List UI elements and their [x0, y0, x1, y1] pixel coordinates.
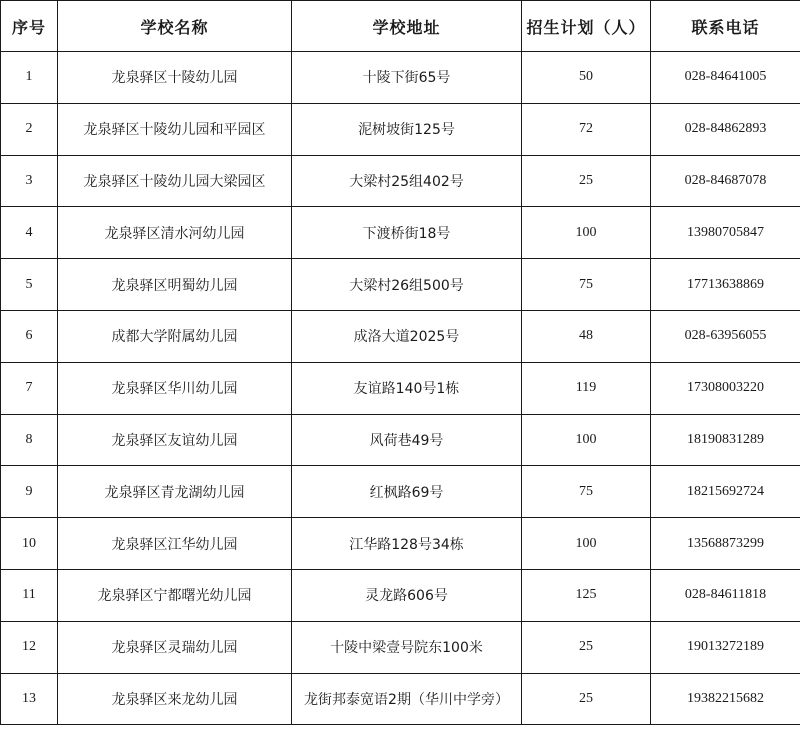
table-row: [1, 103, 800, 155]
cell-enrollment-plan: 25: [522, 673, 651, 725]
header-school-name: 学校名称: [58, 1, 292, 52]
cell-school-name: 龙泉驿区华川幼儿园: [58, 362, 292, 414]
cell-school-name: 龙泉驿区江华幼儿园: [58, 518, 292, 570]
table-row: [1, 518, 800, 570]
cell-serial-number: 5: [1, 259, 58, 311]
cell-serial-number: 4: [1, 207, 58, 259]
cell-contact-phone: 13980705847: [651, 207, 800, 259]
table-row: [1, 569, 800, 621]
table-row: [1, 362, 800, 414]
cell-enrollment-plan: 25: [522, 621, 651, 673]
cell-school-name: 龙泉驿区十陵幼儿园和平园区: [58, 103, 292, 155]
cell-school-address: 大梁村26组500号: [292, 259, 522, 311]
cell-serial-number: 7: [1, 362, 58, 414]
cell-school-address: 成洛大道2025号: [292, 310, 522, 362]
cell-serial-number: 1: [1, 52, 58, 104]
table-row: [1, 259, 800, 311]
cell-serial-number: 6: [1, 310, 58, 362]
cell-enrollment-plan: 75: [522, 259, 651, 311]
header-enrollment-plan: 招生计划（人）: [522, 1, 651, 52]
cell-school-name: 龙泉驿区友谊幼儿园: [58, 414, 292, 466]
cell-school-address: 友谊路140号1栋: [292, 362, 522, 414]
cell-contact-phone: 028-84641005: [651, 52, 800, 104]
cell-school-name: 龙泉驿区来龙幼儿园: [58, 673, 292, 725]
cell-serial-number: 11: [1, 569, 58, 621]
cell-school-address: 龙街邦泰宽语2期（华川中学旁）: [292, 673, 522, 725]
table-row: [1, 52, 800, 104]
cell-school-address: 大梁村25组402号: [292, 155, 522, 207]
cell-school-name: 龙泉驿区明蜀幼儿园: [58, 259, 292, 311]
cell-contact-phone: 18190831289: [651, 414, 800, 466]
cell-enrollment-plan: 100: [522, 518, 651, 570]
cell-enrollment-plan: 119: [522, 362, 651, 414]
cell-serial-number: 12: [1, 621, 58, 673]
cell-school-name: 龙泉驿区宁都曙光幼儿园: [58, 569, 292, 621]
cell-enrollment-plan: 72: [522, 103, 651, 155]
cell-school-name: 龙泉驿区灵瑞幼儿园: [58, 621, 292, 673]
table-header-row: [1, 1, 800, 52]
table-row: [1, 155, 800, 207]
cell-contact-phone: 19013272189: [651, 621, 800, 673]
cell-serial-number: 3: [1, 155, 58, 207]
cell-school-address: 下渡桥街18号: [292, 207, 522, 259]
cell-school-address: 江华路128号34栋: [292, 518, 522, 570]
cell-school-name: 龙泉驿区清水河幼儿园: [58, 207, 292, 259]
cell-school-address: 泥树坡街125号: [292, 103, 522, 155]
cell-contact-phone: 19382215682: [651, 673, 800, 725]
table-row: [1, 207, 800, 259]
cell-serial-number: 9: [1, 466, 58, 518]
cell-contact-phone: 028-84687078: [651, 155, 800, 207]
cell-serial-number: 10: [1, 518, 58, 570]
table-row: [1, 310, 800, 362]
cell-contact-phone: 17308003220: [651, 362, 800, 414]
table-row: [1, 414, 800, 466]
table-row: [1, 621, 800, 673]
cell-enrollment-plan: 125: [522, 569, 651, 621]
cell-school-address: 十陵下街65号: [292, 52, 522, 104]
cell-serial-number: 2: [1, 103, 58, 155]
cell-school-name: 龙泉驿区十陵幼儿园大梁园区: [58, 155, 292, 207]
cell-school-name: 成都大学附属幼儿园: [58, 310, 292, 362]
cell-enrollment-plan: 100: [522, 207, 651, 259]
cell-school-address: 十陵中梁壹号院东100米: [292, 621, 522, 673]
header-serial-number: 序号: [1, 1, 58, 52]
cell-contact-phone: 18215692724: [651, 466, 800, 518]
cell-enrollment-plan: 75: [522, 466, 651, 518]
cell-school-address: 红枫路69号: [292, 466, 522, 518]
cell-contact-phone: 028-84611818: [651, 569, 800, 621]
cell-school-address: 灵龙路606号: [292, 569, 522, 621]
table-row: [1, 673, 800, 725]
cell-school-address: 风荷巷49号: [292, 414, 522, 466]
cell-school-name: 龙泉驿区青龙湖幼儿园: [58, 466, 292, 518]
cell-contact-phone: 028-63956055: [651, 310, 800, 362]
cell-enrollment-plan: 48: [522, 310, 651, 362]
header-school-address: 学校地址: [292, 1, 522, 52]
cell-enrollment-plan: 100: [522, 414, 651, 466]
header-contact-phone: 联系电话: [651, 1, 800, 52]
cell-contact-phone: 13568873299: [651, 518, 800, 570]
table-row: [1, 466, 800, 518]
cell-contact-phone: 028-84862893: [651, 103, 800, 155]
cell-enrollment-plan: 50: [522, 52, 651, 104]
cell-serial-number: 13: [1, 673, 58, 725]
cell-school-name: 龙泉驿区十陵幼儿园: [58, 52, 292, 104]
cell-contact-phone: 17713638869: [651, 259, 800, 311]
cell-enrollment-plan: 25: [522, 155, 651, 207]
cell-serial-number: 8: [1, 414, 58, 466]
